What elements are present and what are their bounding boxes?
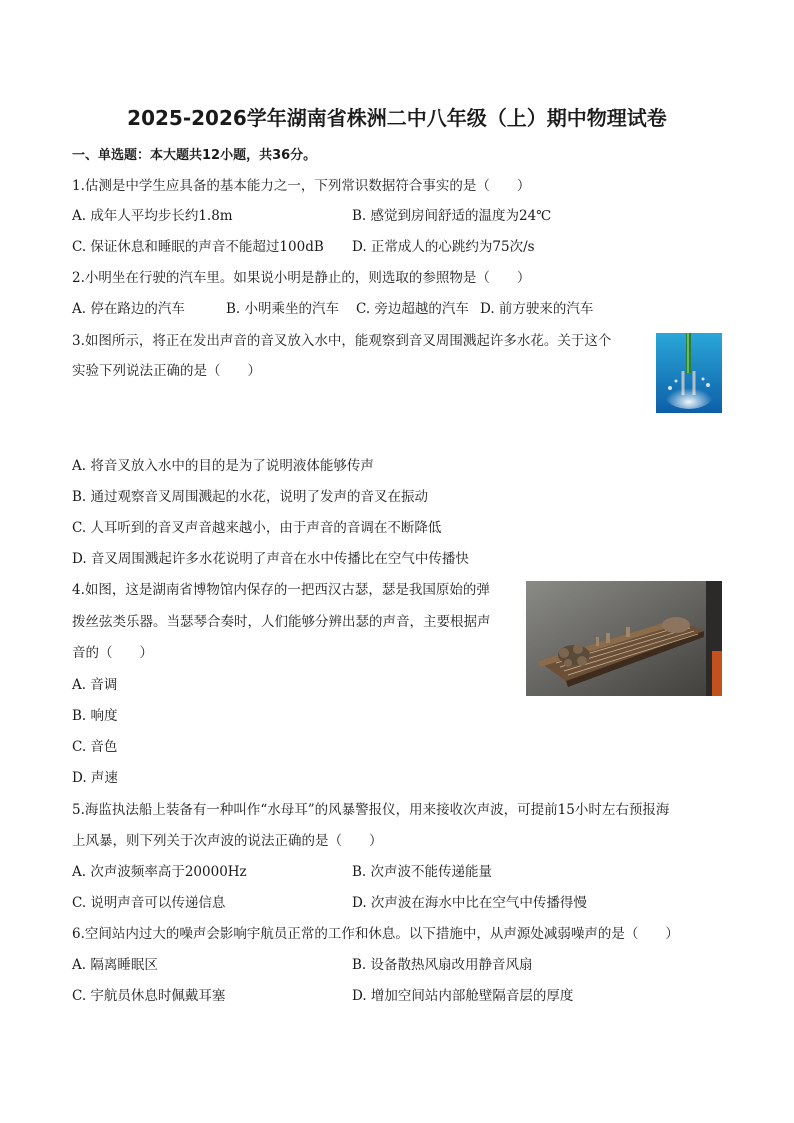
question-1-option-d: D. 正常成人的心跳约为75次/s [352,239,535,255]
question-1-option-a: A. 成年人平均步长约1.8m [72,208,233,224]
question-6-option-b: B. 设备散热风扇改用静音风扇 [352,957,533,973]
question-5-option-b: B. 次声波不能传递能量 [352,864,493,880]
ancient-se-instrument-image [526,581,722,696]
question-4-option-a: A. 音调 [72,677,118,693]
question-3-option-b: B. 通过观察音叉周围溅起的水花，说明了发声的音叉在振动 [72,489,429,505]
question-1-option-b: B. 感觉到房间舒适的温度为24℃ [352,208,552,224]
question-5-option-c: C. 说明声音可以传递信息 [72,895,226,911]
question-4-stem-line-2: 拨丝弦类乐器。当瑟琴合奏时，人们能够分辨出瑟的声音，主要根据声 [72,614,491,630]
question-3-option-d: D. 音叉周围溅起许多水花说明了声音在水中传播比在空气中传播快 [72,551,469,567]
question-1-stem: 1.估测是中学生应具备的基本能力之一，下列常识数据符合事实的是（ ） [72,178,531,194]
question-1-option-c: C. 保证休息和睡眠的声音不能超过100dB [72,239,324,255]
tuning-fork-in-water-image [656,333,722,413]
question-2-option-c: C. 旁边超越的汽车 [356,301,469,317]
question-3-option-a: A. 将音叉放入水中的目的是为了说明液体能够传声 [72,458,374,474]
question-6-option-d: D. 增加空间站内部舱壁隔音层的厚度 [352,988,574,1004]
section-heading: 一、单选题：本大题共12小题，共36分。 [72,148,317,163]
question-2-option-a: A. 停在路边的汽车 [72,301,185,317]
question-5-option-a: A. 次声波频率高于20000Hz [72,864,247,880]
question-6-stem: 6.空间站内过大的噪声会影响宇航员正常的工作和休息。以下措施中，从声源处减弱噪声的是（ ） [72,926,679,942]
question-2-option-d: D. 前方驶来的汽车 [480,301,594,317]
question-2-stem: 2.小明坐在行驶的汽车里。如果说小明是静止的，则选取的参照物是（ ） [72,270,531,286]
question-3-stem-line-1: 3.如图所示，将正在发出声音的音叉放入水中，能观察到音叉周围溅起许多水花。关于这个 [72,333,612,349]
question-5-option-d: D. 次声波在海水中比在空气中传播得慢 [352,895,587,911]
question-4-stem-line-1: 4.如图，这是湖南省博物馆内保存的一把西汉古瑟，瑟是我国原始的弹 [72,582,490,598]
question-6-option-c: C. 宇航员休息时佩戴耳塞 [72,988,226,1004]
question-4-option-b: B. 响度 [72,708,118,724]
question-4-option-d: D. 声速 [72,770,118,786]
question-4-stem-line-3: 音的（ ） [72,645,153,661]
question-3-option-c: C. 人耳听到的音叉声音越来越小，由于声音的音调在不断降低 [72,520,442,536]
question-2-option-b: B. 小明乘坐的汽车 [226,301,340,317]
question-5-stem-line-2: 上风暴，则下列关于次声波的说法正确的是（ ） [72,833,383,849]
question-3-stem-line-2: 实验下列说法正确的是（ ） [72,363,261,379]
exam-title: 2025-2026学年湖南省株洲二中八年级（上）期中物理试卷 [127,106,667,130]
question-5-stem-line-1: 5.海监执法船上装备有一种叫作“水母耳”的风暴警报仪，用来接收次声波，可提前15小时左右预报海 [72,802,670,818]
question-6-option-a: A. 隔离睡眠区 [72,957,158,973]
question-4-option-c: C. 音色 [72,739,118,755]
